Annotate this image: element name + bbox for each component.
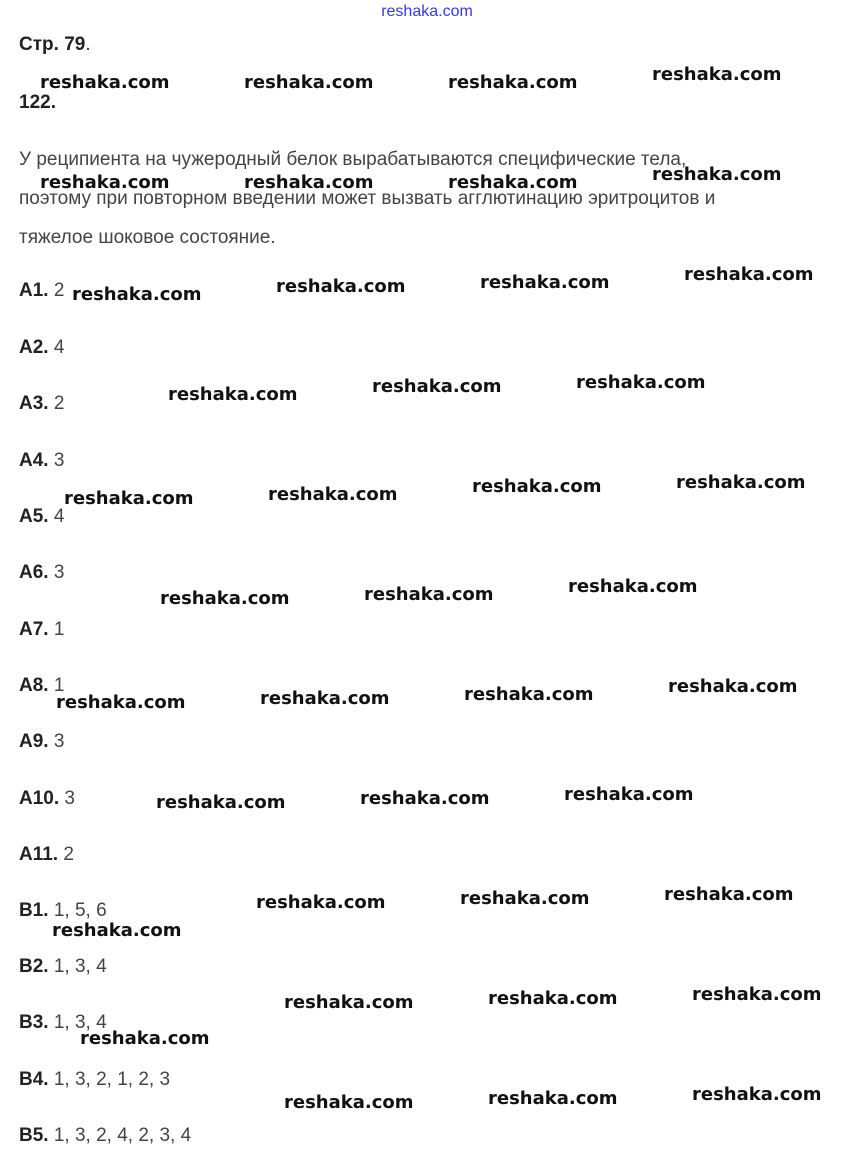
answer-row (19, 280, 64, 302)
watermark: reshaka.com (244, 172, 374, 193)
watermark: reshaka.com (244, 72, 374, 93)
answer-value: 4 (53, 337, 65, 358)
answer-label: А7. (19, 619, 49, 640)
watermark: reshaka.com (448, 172, 578, 193)
watermark: reshaka.com (692, 1084, 822, 1105)
watermark: reshaka.com (168, 384, 298, 405)
answer-row (19, 337, 64, 359)
watermark: reshaka.com (268, 484, 398, 505)
watermark: reshaka.com (40, 172, 170, 193)
watermark: reshaka.com (260, 688, 390, 709)
page-reference (19, 34, 91, 56)
answer-value: 3 (53, 562, 65, 583)
watermark: reshaka.com (80, 1028, 210, 1049)
answer-row (19, 956, 107, 978)
answer-label: В3. (19, 1012, 49, 1033)
answer-row (19, 1069, 170, 1091)
watermark: reshaka.com (52, 920, 182, 941)
answer-label: В5. (19, 1125, 49, 1146)
answer-row (19, 788, 75, 810)
watermark: reshaka.com (668, 676, 798, 697)
page-reference-suffix: . (85, 34, 91, 55)
watermark: reshaka.com (364, 584, 494, 605)
answer-label: В4. (19, 1069, 49, 1090)
watermark: reshaka.com (64, 488, 194, 509)
answer-label: А10. (19, 788, 60, 809)
answer-row (19, 844, 74, 866)
paragraph-line-2: поэтому при повторном введении может вызвать агглютинацию эритроцитов и (19, 188, 716, 209)
paragraph-line-3: тяжелое шоковое состояние. (19, 227, 276, 248)
watermark: reshaka.com (360, 788, 490, 809)
watermark: reshaka.com (576, 372, 706, 393)
answer-value: 1, 3, 4 (53, 956, 107, 977)
answer-value: 3 (53, 731, 65, 752)
watermark: reshaka.com (276, 276, 406, 297)
watermark: reshaka.com (160, 588, 290, 609)
answer-row (19, 731, 64, 753)
answer-value: 2 (53, 280, 65, 301)
answer-label: А1. (19, 280, 49, 301)
answer-row (19, 1125, 191, 1147)
answer-label: А4. (19, 450, 49, 471)
watermark: reshaka.com (156, 792, 286, 813)
answer-label: А3. (19, 393, 49, 414)
watermark: reshaka.com (72, 284, 202, 305)
answer-value: 1 (53, 675, 65, 696)
watermark: reshaka.com (488, 988, 618, 1009)
watermark: reshaka.com (460, 888, 590, 909)
watermark: reshaka.com (564, 784, 694, 805)
answer-row (19, 900, 107, 922)
watermark: reshaka.com (692, 984, 822, 1005)
answer-row (19, 562, 64, 584)
watermark: reshaka.com (684, 264, 814, 285)
answer-value: 1, 3, 2, 1, 2, 3 (53, 1069, 171, 1090)
answer-value: 3 (53, 450, 65, 471)
site-link[interactable]: reshaka.com (381, 3, 473, 20)
watermark: reshaka.com (40, 72, 170, 93)
watermark: reshaka.com (372, 376, 502, 397)
watermark: reshaka.com (256, 892, 386, 913)
watermark: reshaka.com (488, 1088, 618, 1109)
answer-value: 4 (53, 506, 65, 527)
answer-row (19, 619, 64, 641)
watermark: reshaka.com (472, 476, 602, 497)
answer-value: 3 (64, 788, 75, 809)
answer-label: А2. (19, 337, 49, 358)
answer-value: 1, 3, 4 (53, 1012, 107, 1033)
answer-label: А6. (19, 562, 49, 583)
answer-label: В2. (19, 956, 49, 977)
answer-label: А11. (19, 844, 59, 865)
answer-value: 1, 3, 2, 4, 2, 3, 4 (53, 1125, 192, 1146)
watermark: reshaka.com (464, 684, 594, 705)
watermark: reshaka.com (652, 164, 782, 185)
answer-label: А8. (19, 675, 49, 696)
paragraph-line-1: У реципиента на чужеродный белок вырабатываются специфические тела, (19, 149, 687, 170)
watermark: reshaka.com (664, 884, 794, 905)
answer-value: 1, 5, 6 (53, 900, 107, 921)
watermark: reshaka.com (448, 72, 578, 93)
watermark: reshaka.com (284, 1092, 414, 1113)
answer-label: А9. (19, 731, 49, 752)
answer-row (19, 393, 64, 415)
answer-label: В1. (19, 900, 49, 921)
answer-row (19, 450, 64, 472)
answer-label: А5. (19, 506, 49, 527)
watermark: reshaka.com (676, 472, 806, 493)
answer-value: 2 (53, 393, 65, 414)
watermark: reshaka.com (480, 272, 610, 293)
answer-value: 1 (53, 619, 65, 640)
watermark: reshaka.com (56, 692, 186, 713)
task-number: 122. (19, 92, 56, 113)
watermark: reshaka.com (652, 64, 782, 85)
watermark: reshaka.com (568, 576, 698, 597)
watermark: reshaka.com (284, 992, 414, 1013)
page-reference-label: Стр. 79 (19, 34, 86, 55)
answer-value: 2 (63, 844, 74, 865)
answer-row (19, 506, 64, 528)
